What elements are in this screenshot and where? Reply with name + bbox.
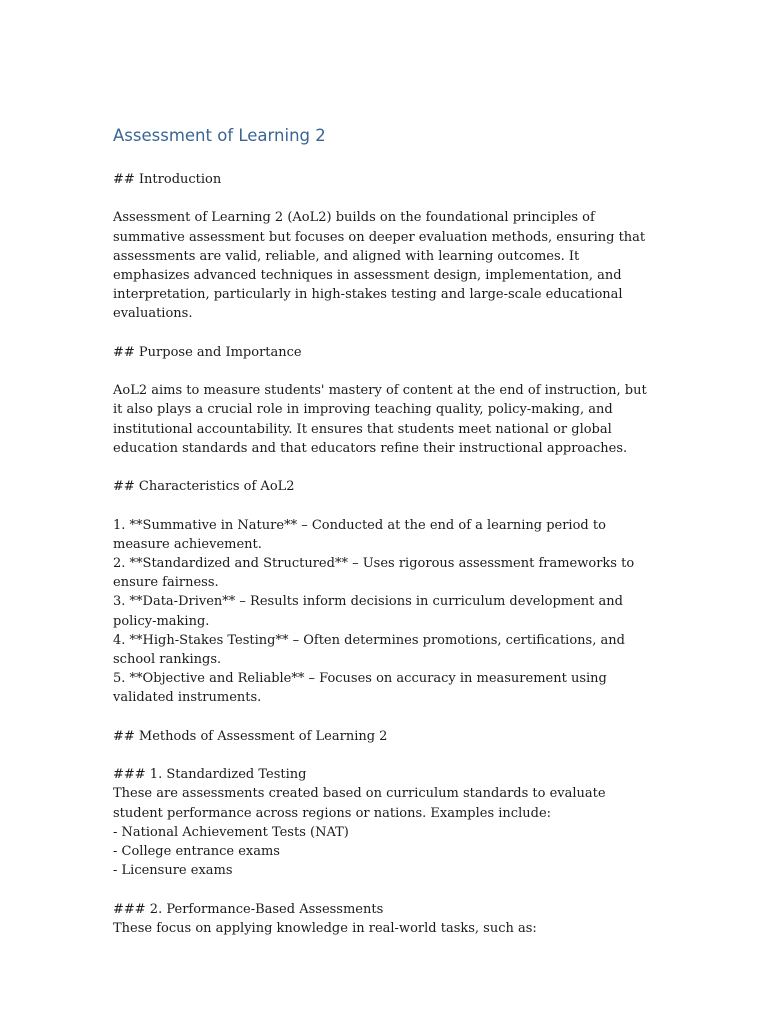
heading-purpose: ## Purpose and Importance xyxy=(113,344,302,360)
subheading-standardized-testing: ### 1. Standardized Testing xyxy=(113,767,307,783)
characteristics-list xyxy=(113,516,658,708)
paragraph-standardized-testing: These are assessments created based on curriculum standards to evaluate student performance across regions or nations. Examples include: xyxy=(113,786,606,821)
heading-introduction: ## Introduction xyxy=(113,172,222,187)
heading-methods: ## Methods of Assessment of Learning 2 xyxy=(113,728,388,744)
document-title: Assessment of Learning 2 xyxy=(113,126,326,145)
document-page xyxy=(113,124,658,938)
standardized-examples-list xyxy=(113,823,658,881)
heading-characteristics: ## Characteristics of AoL2 xyxy=(113,479,295,495)
paragraph-purpose: AoL2 aims to measure students' mastery of content at the end of instruction, but it also plays a crucial role in improving teaching quality, policy-making, and institutional accountability. It ensures that students meet national or global education standards and that educators refine their instructional approaches. xyxy=(113,383,647,456)
paragraph-performance-based: These focus on applying knowledge in real-world tasks, such as: xyxy=(113,920,537,936)
list-item: 3. **Data-Driven** – Results inform decisions in curriculum development and policy-making. xyxy=(113,594,623,629)
list-item: 2. **Standardized and Structured** – Uses rigorous assessment frameworks to ensure fairness. xyxy=(113,555,635,591)
subheading-performance-based: ### 2. Performance-Based Assessments xyxy=(113,901,384,917)
list-item: 1. **Summative in Nature** – Conducted at the end of a learning period to measure achievement. xyxy=(113,517,606,552)
list-item: - National Achievement Tests (NAT) xyxy=(113,824,349,840)
list-item: 4. **High-Stakes Testing** – Often determines promotions, certifications, and school rankings. xyxy=(113,632,625,667)
list-item: 5. **Objective and Reliable** – Focuses on accuracy in measurement using validated instruments. xyxy=(113,671,607,706)
list-item: - College entrance exams xyxy=(113,844,280,859)
paragraph-introduction: Assessment of Learning 2 (AoL2) builds on the foundational principles of summative assessment but focuses on deeper evaluation methods, ensuring that assessments are valid, reliable, and aligned with learning outcomes. It emphasizes advanced techniques in assessment design, implementation, and interpretation, particularly in high-stakes testing and large-scale educational evaluations. xyxy=(113,210,646,322)
list-item: - Licensure exams xyxy=(113,863,233,879)
